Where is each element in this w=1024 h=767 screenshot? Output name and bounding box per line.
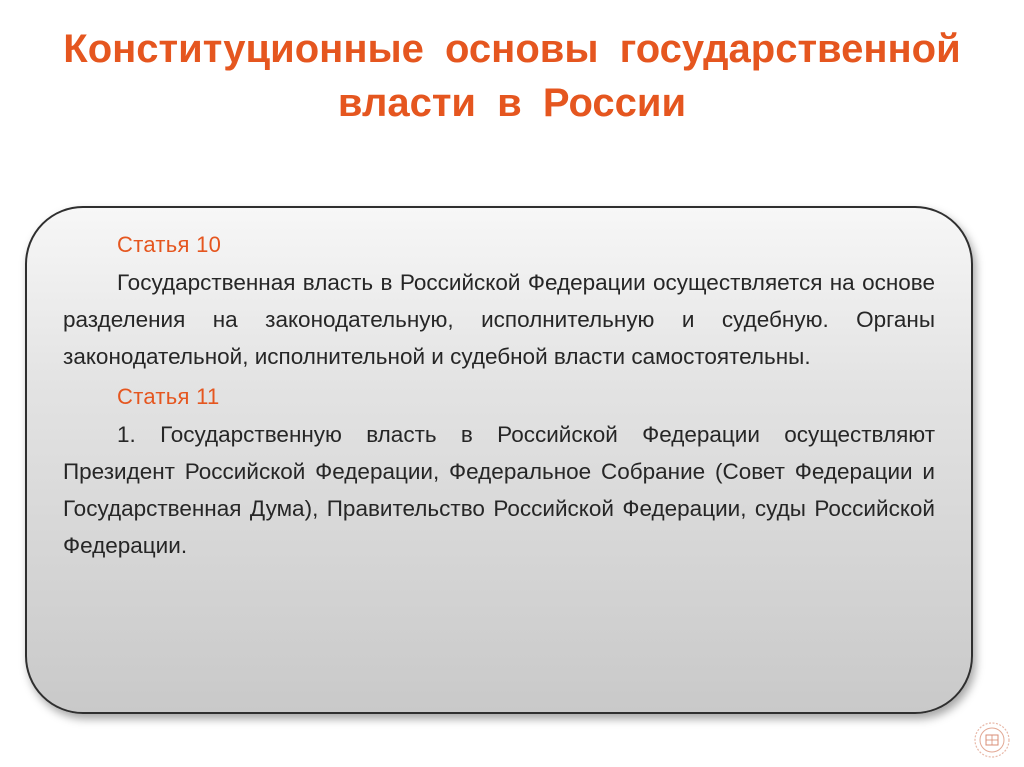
article-11-text: 1. Государственную власть в Российской Федерации осуществляют Президент Российской Федерации, Федеральное Собрание (Совет Федерации и Государственная Дума), Правительство Российской Федерации, суды Российской Федерации. — [63, 422, 935, 558]
article-10-text: Государственная власть в Российской Федерации осуществляется на основе разделения на законодательную, исполнительную и судебную. Органы законодательной, исполнительной и судебной власти самостоятельны. — [63, 270, 935, 369]
article-10-heading: Статья 10 — [117, 232, 222, 257]
content-box — [25, 206, 973, 714]
slide-title-line-1: Конституционные основы государственной — [63, 27, 961, 71]
slide-title-line-2: власти в России — [337, 81, 687, 125]
seal-emblem-icon — [969, 720, 1015, 760]
article-11-heading: Статья 11 — [117, 384, 220, 409]
slide-title — [0, 22, 1024, 130]
